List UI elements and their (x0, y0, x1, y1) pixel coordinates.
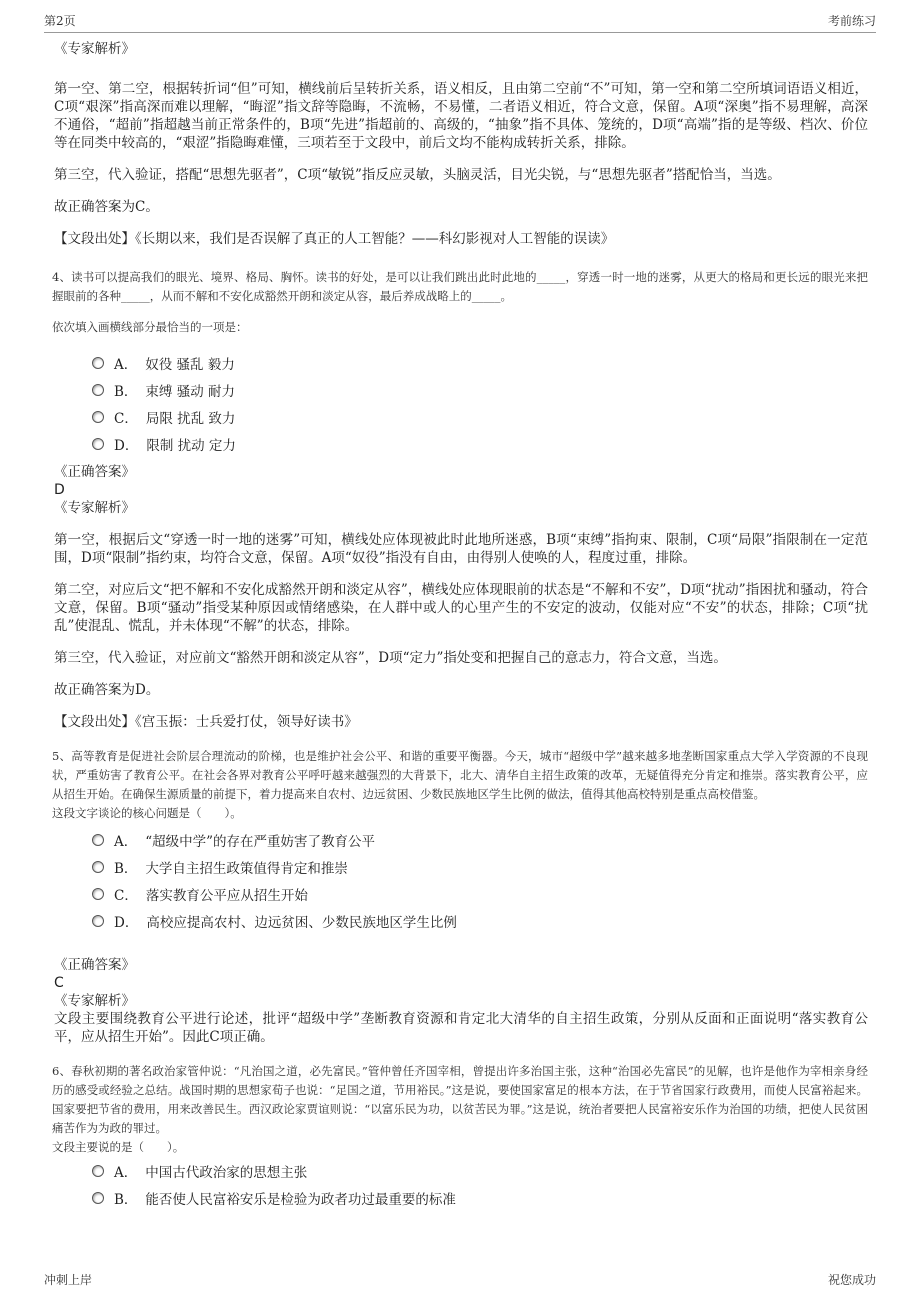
option-letter: C． (114, 887, 138, 904)
option-letter: B． (114, 383, 138, 400)
option-c[interactable] (92, 880, 868, 907)
option-list (54, 1157, 868, 1211)
option-b[interactable] (92, 1184, 868, 1211)
analysis-paragraph: 文段主要围绕教育公平进行论述，批评“超级中学”垄断教育资源和肯定北大清华的自主招生政策，分别从反面和正面说明“落实教育公平，应从招生开始”。因此C项正确。 (54, 1011, 868, 1045)
option-text: 落实教育公平应从招生开始 (145, 887, 308, 904)
page-footer (44, 1271, 876, 1291)
option-c[interactable] (92, 403, 868, 430)
analysis-paragraph: 第一空，根据后文“穿透一时一地的迷雾”可知，横线处应体现被此时此地所迷惑，B项“束缚”指拘束、限制，C项“局限”指限制在一定范围，D项“限制”指约束，均符合文意，保留。A项“奴役”指没有自由，由得别人使唤的人，程度过重，排除。 (54, 532, 868, 566)
page-number: 第2页 (44, 14, 76, 28)
question-stem: 4、读书可以提高我们的眼光、境界、格局、胸怀。读书的好处，是可以让我们跳出此时此地的_____，穿透一时一地的迷雾，从更大的格局和更长远的眼光来把握眼前的各种_____，从而不解和不安化成豁然开朗和淡定从容，最后养成战略上的_____。 (52, 270, 868, 303)
radio-icon[interactable] (92, 1165, 104, 1177)
option-list (54, 826, 868, 934)
analysis-paragraph: 第三空，代入验证，搭配“思想先驱者”，C项“敏锐”指反应灵敏，头脑灵活，目光尖锐，与“思想先驱者”搭配恰当，当选。 (54, 167, 781, 183)
option-text: 奴役 骚乱 毅力 (145, 356, 235, 373)
option-a[interactable] (92, 1157, 868, 1184)
analysis-paragraph: 第三空，代入验证，对应前文“豁然开朗和淡定从容”，D项“定力”指处变和把握自己的意志力，符合文意，当选。 (54, 650, 727, 666)
correct-answer: C (54, 975, 64, 991)
option-text: 中国古代政治家的思想主张 (145, 1164, 308, 1181)
option-text: 高校应提高农村、边远贫困、少数民族地区学生比例 (146, 914, 457, 931)
option-text: 局限 扰乱 致力 (145, 410, 236, 427)
option-text: 能否使人民富裕安乐是检验为政者功过最重要的标准 (145, 1191, 456, 1208)
question-stem: 5、高等教育是促进社会阶层合理流动的阶梯，也是维护社会公平、和谐的重要平衡器。今天，城市“超级中学”越来越多地垄断国家重点大学入学资源的不良现状，严重妨害了教育公平。在社会各界对教育公平呼吁越来越强烈的大背景下，北大、清华自主招生政策的改革，无疑值得充分肯定和推崇。落实教育公平，应从招生开始。在确保生源质量的前提下，着力提高来自农村、边远贫困、少数民族地区学生比例的做法，值得其他高校特别是重点高校借鉴。 (52, 749, 868, 801)
option-a[interactable] (92, 826, 868, 853)
option-text: 束缚 骚动 耐力 (145, 383, 236, 400)
question-prompt: 这段文字谈论的核心问题是（ ）。 (52, 806, 242, 820)
option-a[interactable] (92, 349, 868, 376)
option-list (54, 349, 868, 457)
option-letter: D． (114, 914, 139, 931)
analysis-label: 《专家解析》 (54, 500, 135, 516)
header-title: 考前练习 (827, 14, 876, 28)
analysis-conclusion: 故正确答案为C。 (54, 199, 159, 215)
option-letter: A． (114, 833, 138, 850)
page-header (44, 12, 876, 33)
option-letter: A． (114, 1164, 138, 1181)
option-b[interactable] (92, 376, 868, 403)
option-text: 限制 扰动 定力 (146, 437, 236, 454)
radio-icon[interactable] (92, 357, 104, 369)
answer-label: 《正确答案》 (54, 464, 135, 480)
question-prompt: 依次填入画横线部分最恰当的一项是： (52, 320, 248, 334)
analysis-paragraph: 第一空、第二空，根据转折词“但”可知，横线前后呈转折关系，语义相反，且由第二空前“不”可知，第一空和第二空所填词语语义相近，C项“艰深”指高深而难以理解，“晦涩”指文辞等隐晦，不流畅，不易懂，二者语义相近，符合文意，保留。A项“深奥”指不易理解，高深不通俗，“超前”指超越当前正常条件的，B项“先进”指超前的、高级的，“抽象”指不具体、笼统的，D项“高端”指的是等级、档次、价位等在同类中较高的，“艰涩”指隐晦难懂，三项若至于文段中，前后文均不能构成转折关系，排除。 (54, 81, 868, 151)
radio-icon[interactable] (92, 438, 104, 450)
page-content (54, 40, 868, 1211)
option-text: 大学自主招生政策值得肯定和推崇 (145, 860, 348, 877)
option-b[interactable] (92, 853, 868, 880)
analysis-label: 《专家解析》 (54, 993, 135, 1009)
option-d[interactable] (92, 430, 868, 457)
radio-icon[interactable] (92, 834, 104, 846)
footer-left: 冲刺上岸 (44, 1273, 93, 1287)
correct-answer: D (54, 482, 65, 498)
option-d[interactable] (92, 907, 868, 934)
source-citation: 【文段出处】《长期以来，我们是否误解了真正的人工智能？——科幻影视对人工智能的误读》 (54, 231, 615, 247)
option-letter: A． (114, 356, 138, 373)
option-letter: B． (114, 1191, 138, 1208)
option-letter: D． (114, 437, 139, 454)
radio-icon[interactable] (92, 915, 104, 927)
analysis-paragraph: 第二空，对应后文“把不解和不安化成豁然开朗和淡定从容”，横线处应体现眼前的状态是“不解和不安”，D项“扰动”指困扰和骚动，符合文意，保留。B项“骚动”指受某种原因或情绪感染，在人群中或人的心里产生的不安定的波动，仅能对应“不安”的状态，排除；C项“扰乱”使混乱、慌乱，并未体现“不解”的状态，排除。 (54, 582, 868, 634)
option-letter: B． (114, 860, 138, 877)
question-prompt: 文段主要说的是（ ）。 (52, 1140, 185, 1154)
analysis-conclusion: 故正确答案为D。 (54, 682, 160, 698)
radio-icon[interactable] (92, 1192, 104, 1204)
answer-label: 《正确答案》 (54, 957, 135, 973)
option-text: “超级中学”的存在严重妨害了教育公平 (145, 833, 376, 850)
analysis-label: 《专家解析》 (54, 41, 135, 57)
radio-icon[interactable] (92, 384, 104, 396)
radio-icon[interactable] (92, 888, 104, 900)
option-letter: C． (114, 410, 138, 427)
question-stem: 6、春秋初期的著名政治家管仲说：“凡治国之道，必先富民。”管仲曾任齐国宰相，曾提出许多治国主张，这种“治国必先富民”的见解，也许是他作为宰相亲身经历的感受或经验之总结。战国时期的思想家荀子也说：“足国之道，节用裕民。”这是说，要使国家富足的根本方法，在于节省国家行政费用，而使人民富裕起来。国家要把节省的费用，用来改善民生。西汉政论家贾谊则说：“以富乐民为功，以贫苦民为罪。”这是说，统治者要把人民富裕安乐作为治国的功绩，把使人民贫困痛苦作为为政的罪过。 (52, 1064, 868, 1135)
radio-icon[interactable] (92, 411, 104, 423)
footer-right: 祝您成功 (827, 1273, 876, 1287)
source-citation: 【文段出处】《宫玉振：士兵爱打仗，领导好读书》 (54, 714, 358, 730)
radio-icon[interactable] (92, 861, 104, 873)
